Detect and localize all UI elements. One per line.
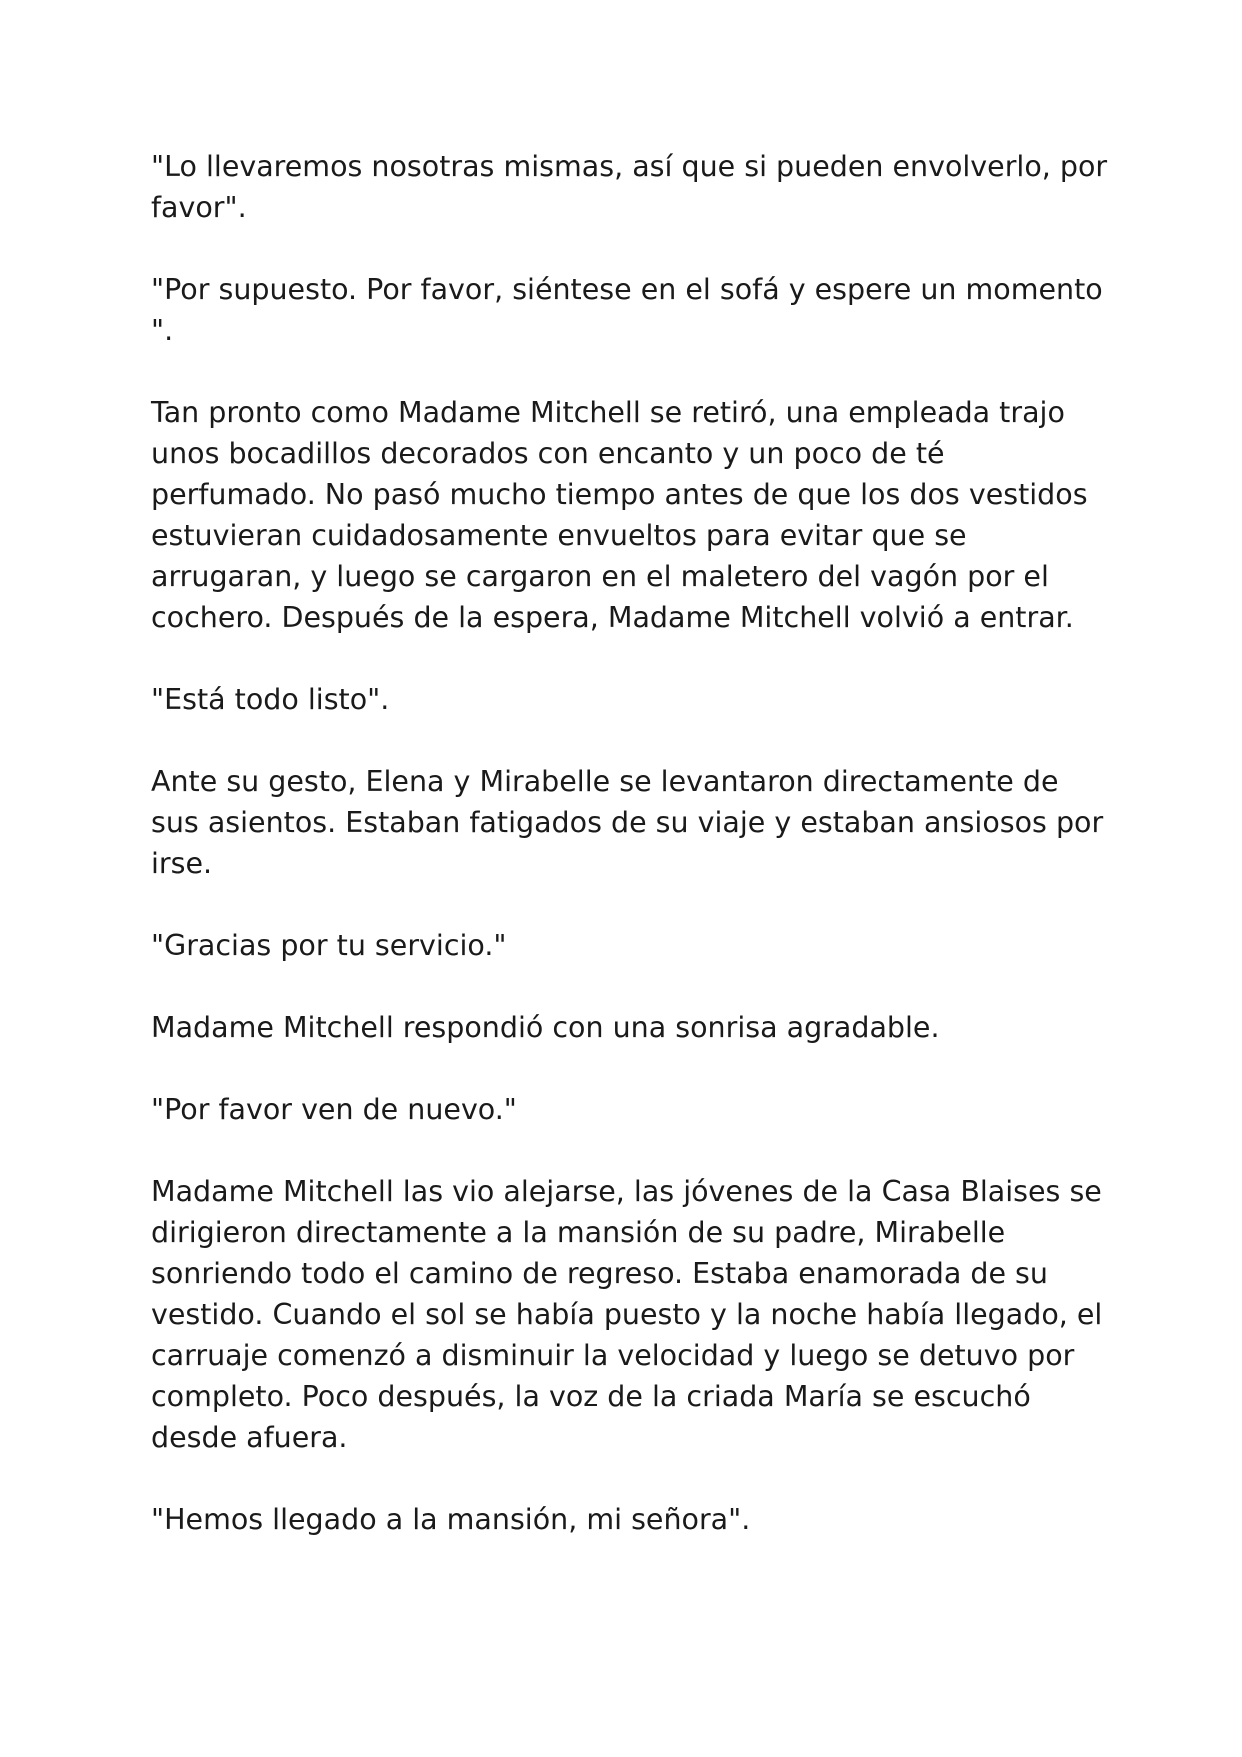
document-body: [151, 146, 1111, 1581]
paragraph-5: Ante su gesto, Elena y Mirabelle se levantaron directamente de sus asientos. Estaban fatigados de su viaje y estaban ansiosos por irse.: [151, 765, 1104, 880]
paragraph-2: "Por supuesto. Por favor, siéntese en el sofá y espere un momento ".: [151, 273, 1103, 347]
paragraph-10: "Hemos llegado a la mansión, mi señora".: [151, 1503, 751, 1536]
paragraph-4: "Está todo listo".: [151, 683, 390, 716]
paragraph-1: "Lo llevaremos nosotras mismas, así que si pueden envolverlo, por favor".: [151, 150, 1108, 224]
paragraph-9: Madame Mitchell las vio alejarse, las jóvenes de la Casa Blaises se dirigieron directamente a la mansión de su padre, Mirabelle sonriendo todo el camino de regreso. Estaba enamorada de su vestido. Cuando el sol se había puesto y la noche había llegado, el carruaje comenzó a disminuir la velocidad y luego se detuvo por completo. Poco después, la voz de la criada María se escuchó desde afuera.: [151, 1175, 1103, 1454]
paragraph-7: Madame Mitchell respondió con una sonrisa agradable.: [151, 1011, 940, 1044]
paragraph-6: "Gracias por tu servicio.": [151, 929, 507, 962]
paragraph-8: "Por favor ven de nuevo.": [151, 1093, 517, 1126]
paragraph-3: Tan pronto como Madame Mitchell se retiró, una empleada trajo unos bocadillos decorados con encanto y un poco de té perfumado. No pasó mucho tiempo antes de que los dos vestidos estuvieran cuidadosamente envueltos para evitar que se arrugaran, y luego se cargaron en el maletero del vagón por el cochero. Después de la espera, Madame Mitchell volvió a entrar.: [151, 396, 1088, 634]
